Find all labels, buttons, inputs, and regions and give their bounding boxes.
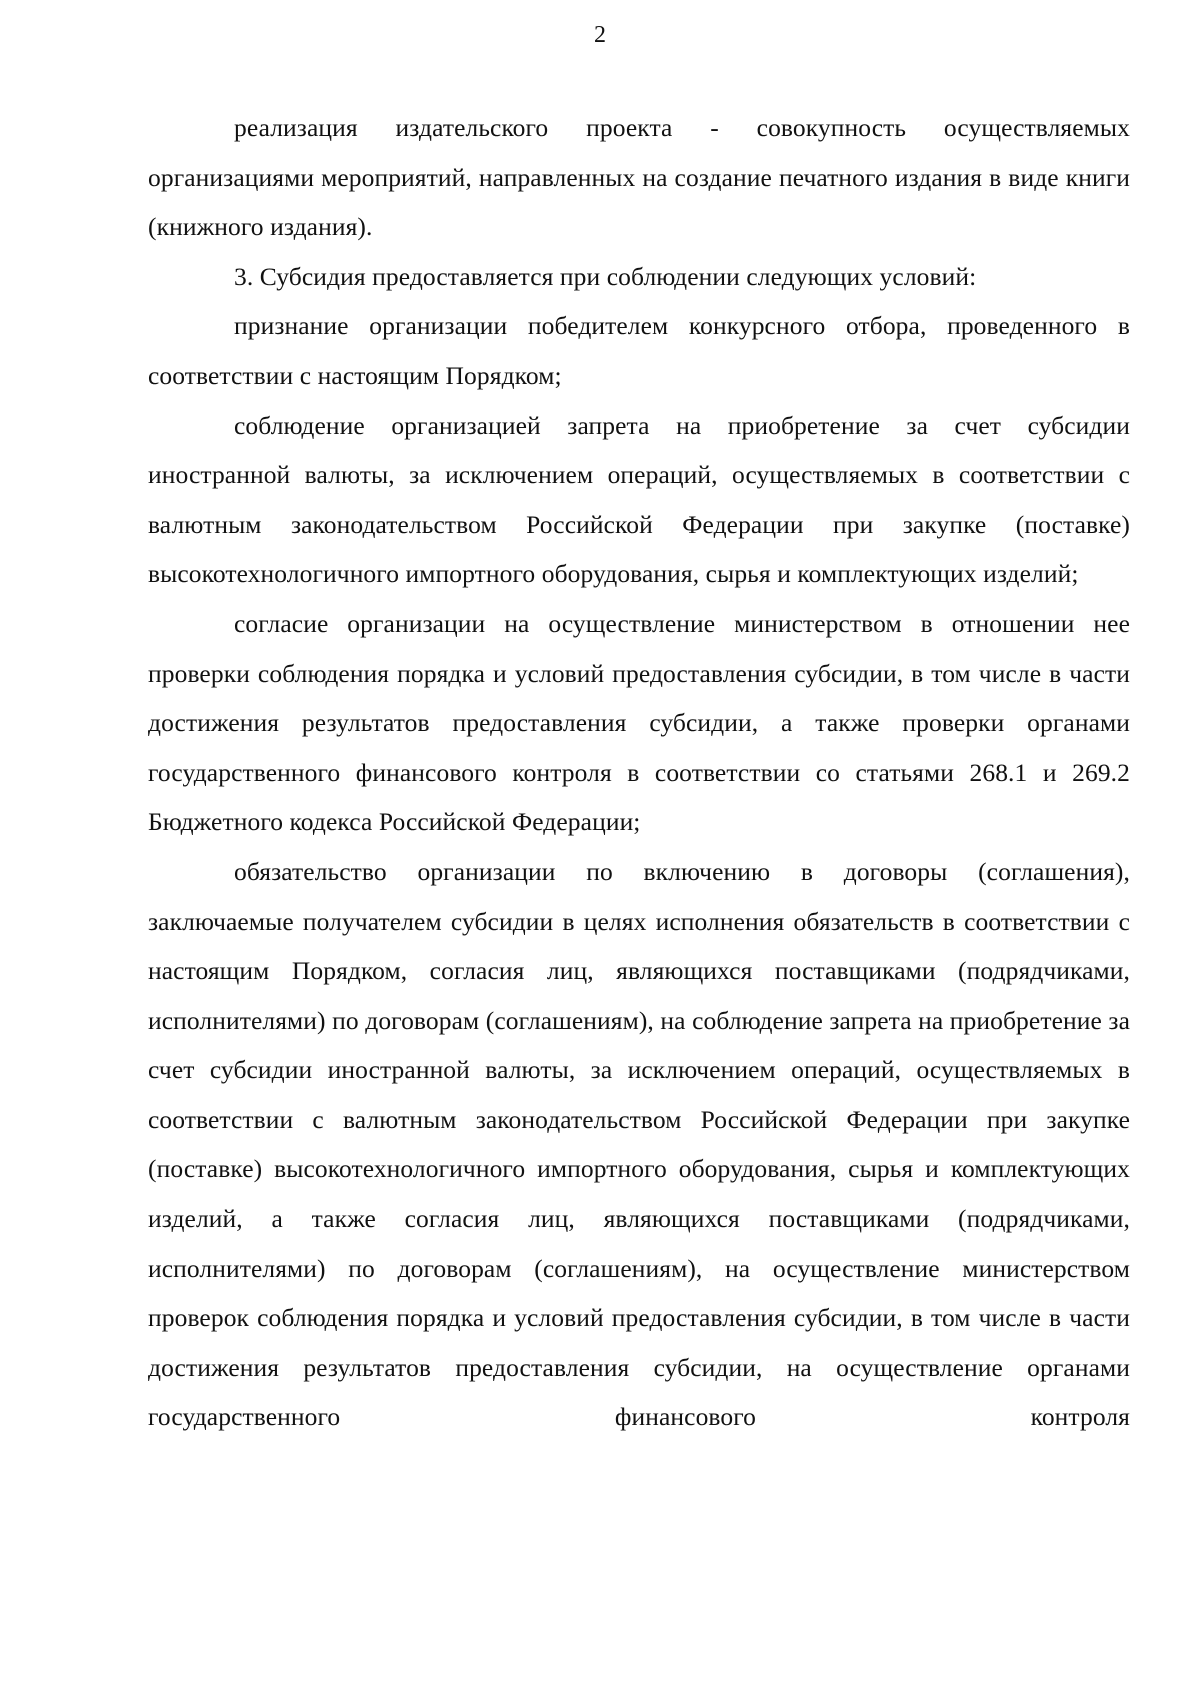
document-body <box>148 103 1130 1442</box>
paragraph-publishing-project-definition: реализация издательского проекта - совокупность осуществляемых организациями мероприятий, направленных на создание печатного издания в виде книги (книжного издания). <box>148 113 1130 242</box>
paragraph-subsidy-conditions-heading: 3. Субсидия предоставляется при соблюдении следующих условий: <box>234 261 977 291</box>
paragraph-condition-contract-obligation: обязательство организации по включению в договоры (соглашения), заключаемые получателем субсидии в целях исполнения обязательств в соответствии с настоящим Порядком, согласия лиц, являющихся поставщиками (подрядчиками, исполнителями) по договорам (соглашениям), на соблюдение запрета на приобретение за счет субсидии иностранной валюты, за исключением операций, осуществляемых в соответствии с валютным законодательством Российской Федерации при закупке (поставке) высокотехнологичного импортного оборудования, сырья и комплектующих изделий, а также согласия лиц, являющихся поставщиками (подрядчиками, исполнителями) по договорам (соглашениям), на осуществление министерством проверок соблюдения порядка и условий предоставления субсидии, в том числе в части достижения результатов предоставления субсидии, на осуществление органами государственного финансового контроля <box>148 856 1130 1432</box>
paragraph-condition-inspection-consent: согласие организации на осуществление министерством в отношении нее проверки соблюдения порядка и условий предоставления субсидии, в том числе в части достижения результатов предоставления субсидии, а также проверки органами государственного финансового контроля в соответствии со статьями 268.1 и 269.2 Бюджетного кодекса Российской Федерации; <box>148 608 1130 837</box>
paragraph-condition-currency-ban: соблюдение организацией запрета на приобретение за счет субсидии иностранной валюты, за исключением операций, осуществляемых в соответствии с валютным законодательством Российской Федерации при закупке (поставке) высокотехнологичного импортного оборудования, сырья и комплектующих изделий; <box>148 410 1130 589</box>
paragraph-condition-competition-winner: признание организации победителем конкурсного отбора, проведенного в соответствии с настоящим Порядком; <box>148 311 1130 390</box>
page-number: 2 <box>594 22 606 48</box>
